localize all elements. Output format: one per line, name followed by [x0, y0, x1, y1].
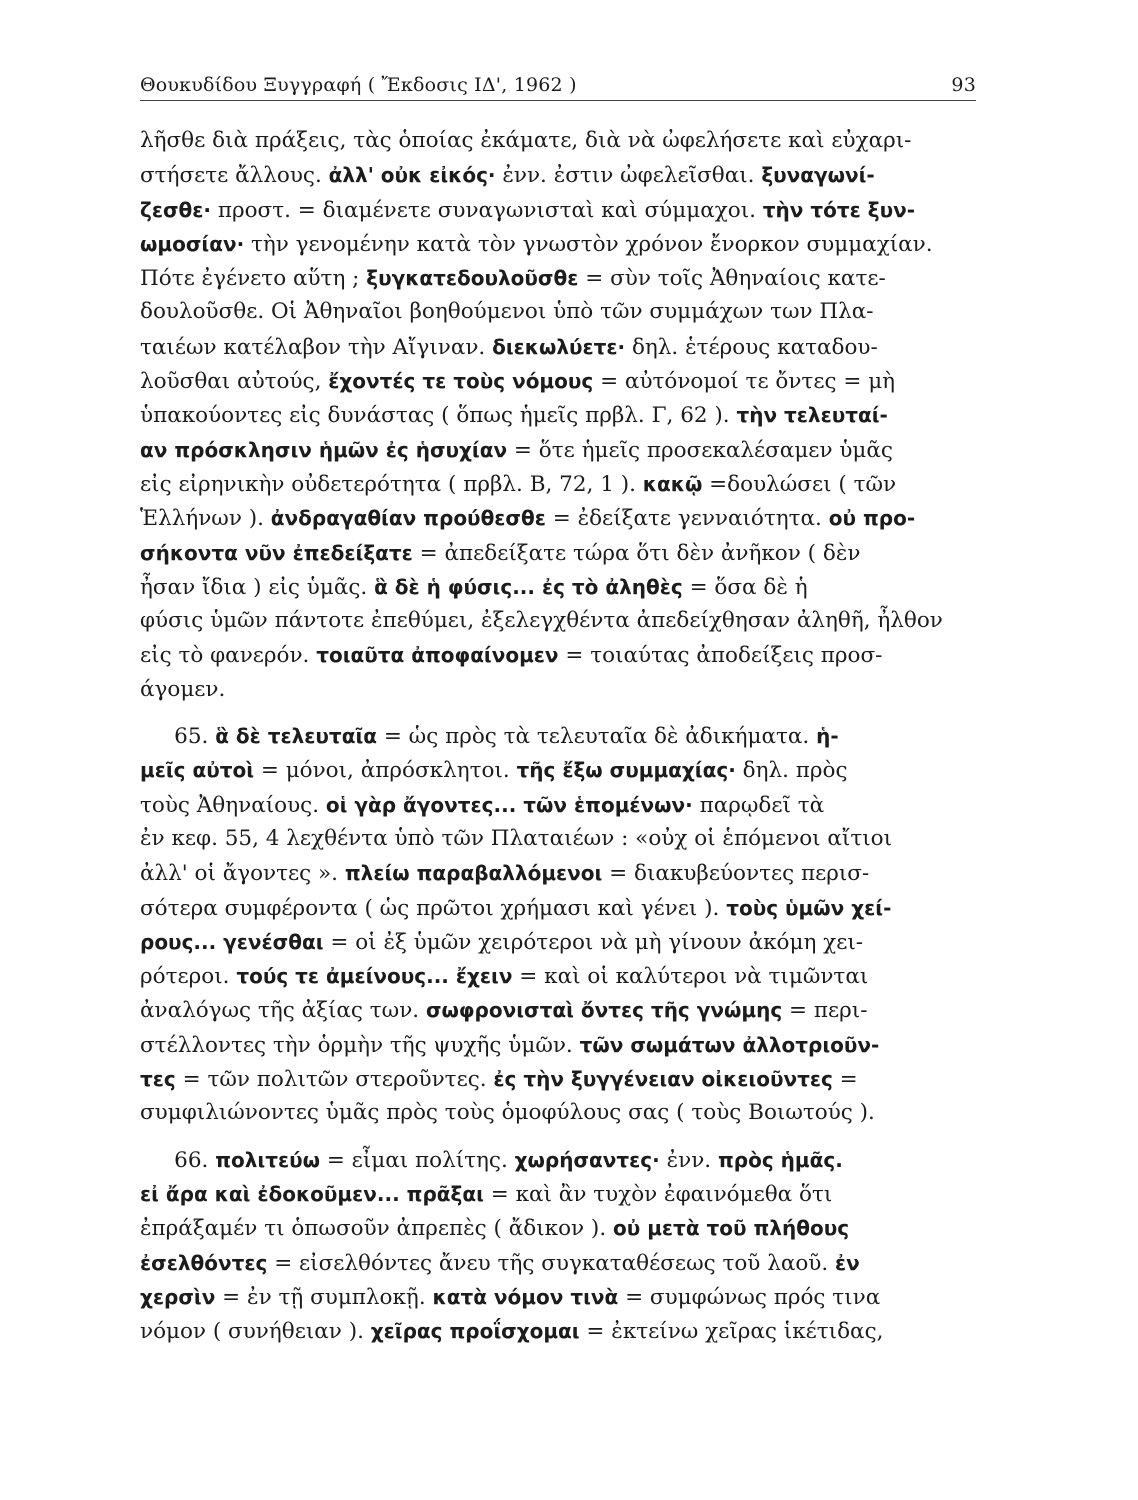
lemma-term: ρους... γενέσθαι	[140, 929, 324, 954]
text-line	[140, 1211, 976, 1245]
gloss-text: 66.	[140, 1147, 216, 1173]
gloss-text: =δουλώσει ( τῶν	[702, 471, 897, 497]
text-line	[140, 433, 976, 467]
text-line	[140, 1028, 976, 1062]
text-line	[140, 822, 976, 856]
text-line	[140, 501, 976, 535]
lemma-term: πολιτεύω	[215, 1147, 320, 1172]
gloss-text: = ἐν τῇ συμπλοκῇ.	[215, 1284, 433, 1310]
lemma-term: τῶν σωμάτων ἀλλοτριοῦν-	[579, 1032, 880, 1057]
text-line	[140, 925, 976, 959]
text-line	[140, 1177, 976, 1211]
lemma-term: μεῖς αὐτοὶ	[140, 758, 255, 783]
text-line	[140, 788, 976, 822]
gloss-text: τὴν γενομένην κατὰ τὸν γνωστὸν χρόνον ἔνορκον συμμαχίαν.	[244, 231, 933, 257]
text-line	[140, 1143, 976, 1177]
gloss-text: 65.	[140, 724, 216, 750]
gloss-text: εἰς τὸ φανερόν.	[140, 643, 317, 669]
lemma-term: πρὸς ἡμᾶς.	[717, 1147, 843, 1172]
lemma-term: τες	[140, 1067, 176, 1092]
text-line	[140, 604, 976, 638]
text-line	[140, 891, 976, 925]
lemma-term: διεκωλύετε·	[492, 334, 626, 359]
lemma-term: τὴν τελευταί-	[736, 403, 888, 428]
lemma-term: τούς τε ἀμείνους... ἔχειν	[236, 964, 513, 989]
gloss-text: = καὶ οἱ καλύτεροι νὰ τιμῶνται	[512, 964, 869, 990]
lemma-term: εἰ ἄρα καὶ ἐδοκοῦμεν... πρᾶξαι	[140, 1181, 484, 1206]
lemma-term: κατὰ νόμον τινὰ	[432, 1284, 619, 1309]
gloss-text: λῆσθε διὰ πράξεις, τὰς ὁποίας ἐκάματε, διὰ νὰ ὠφελήσετε καὶ εὐχαρι-	[140, 128, 912, 153]
text-line	[140, 1314, 976, 1348]
gloss-text: = καὶ ἂν τυχὸν ἐφαινόμεθα ὅτι	[483, 1181, 833, 1207]
lemma-term: ἐν	[835, 1250, 860, 1275]
text-line	[140, 1246, 976, 1280]
lemma-term: τὴν τότε ξυν-	[762, 197, 915, 222]
lemma-term: ξυγκατεδουλοῦσθε	[366, 266, 579, 291]
lemma-term: αν πρόσκλησιν ἡμῶν ἐς ἡσυχίαν	[140, 437, 508, 462]
gloss-text: = διακυβεύοντες περισ-	[602, 861, 870, 887]
text-line	[140, 467, 976, 501]
text-line	[140, 295, 976, 329]
gloss-text: προστ. = διαμένετε συναγωνισταὶ καὶ σύμμαχοι.	[211, 197, 763, 223]
gloss-text: = εἰσελθόντες ἄνευ τῆς συγκαταθέσεως τοῦ λαοῦ.	[267, 1250, 836, 1276]
lemma-term: ἡ-	[816, 724, 839, 749]
text-line	[140, 124, 976, 158]
gloss-text: Ἑλλήνων ).	[140, 506, 271, 532]
gloss-text: = τοιαύτας ἀποδείξεις προσ-	[558, 643, 883, 669]
gloss-text: = μόνοι, ἀπρόσκλητοι.	[254, 758, 517, 784]
gloss-text: ταιέων κατέλαβον τὴν Αἴγιναν.	[140, 334, 493, 360]
gloss-text: δηλ. ἑτέρους καταδου-	[625, 334, 878, 360]
gloss-text: = περι-	[782, 998, 868, 1024]
lemma-term: τοιαῦτα ἀποφαίνομεν	[316, 643, 559, 668]
lemma-term: τῆς ἔξω συμμαχίας·	[516, 758, 736, 783]
lemma-term: χωρήσαντες·	[514, 1147, 660, 1172]
gloss-text: τοὺς Ἀθηναίους.	[140, 792, 326, 818]
text-line	[140, 570, 976, 604]
text-line	[140, 330, 976, 364]
paragraph-gap	[140, 1131, 976, 1143]
text-line	[140, 638, 976, 672]
gloss-text: ὑπακούοντες εἰς δυνάστας ( ὅπως ἡμεῖς πρβλ. Γ, 62 ).	[140, 403, 737, 429]
gloss-text: συμφιλιώνοντες ὑμᾶς πρὸς τοὺς ὁμοφύλους σας ( τοὺς Βοιωτούς ).	[140, 1100, 875, 1126]
gloss-text: ρότεροι.	[140, 964, 237, 990]
gloss-text: παρῳδεῖ τὰ	[692, 792, 825, 818]
lemma-term: οὐ μετὰ τοῦ πλήθους	[613, 1216, 850, 1241]
lemma-term: ξυναγωνί-	[761, 163, 875, 188]
text-line	[140, 261, 976, 295]
gloss-text: σότερα συμφέροντα ( ὡς πρῶτοι χρήμασι καὶ γένει ).	[140, 895, 727, 921]
gloss-text: άγομεν.	[140, 676, 226, 702]
gloss-text: ἐνν.	[659, 1147, 718, 1173]
gloss-text: Πότε ἐγένετο αὕτη ;	[140, 266, 367, 292]
lemma-term: σωφρονισταὶ ὄντες τῆς γνώμης	[425, 998, 783, 1023]
text-line	[140, 959, 976, 993]
text-line	[140, 753, 976, 787]
text-line	[140, 536, 976, 570]
gloss-text: = σὺν τοῖς Ἀθηναίοις κατε-	[578, 266, 886, 292]
gloss-text: = εἶμαι πολίτης.	[320, 1147, 515, 1173]
gloss-text: = οἱ ἐξ ὑμῶν χειρότεροι νὰ μὴ γίνουν ἀκόμη χει-	[323, 929, 864, 955]
lemma-term: ἐσελθόντες	[140, 1250, 268, 1275]
lemma-term: τοὺς ὑμῶν χεί-	[726, 895, 892, 920]
text-line	[140, 993, 976, 1027]
lemma-term: ἀνδραγαθίαν προύθεσθε	[270, 506, 546, 531]
gloss-text: = ἐδείξατε γενναιότητα.	[545, 506, 829, 532]
lemma-term: ζεσθε·	[140, 197, 211, 222]
gloss-text: φύσις ὑμῶν πάντοτε ἐπεθύμει, ἐξελεγχθέντα ἀπεδείχθησαν ἀληθῆ, ἦλθον	[140, 608, 943, 634]
text-line	[140, 227, 976, 261]
lemma-term: ἀλλ' οὐκ εἰκός·	[328, 163, 496, 188]
lemma-term: οἱ γὰρ ἄγοντες... τῶν ἑπομένων·	[325, 792, 693, 817]
gloss-text: λοῦσθαι αὐτούς,	[140, 369, 329, 395]
lemma-term: ἐς τὴν ξυγγένειαν οἰκειοῦντες	[493, 1067, 833, 1092]
gloss-text: δουλοῦσθε. Οἱ Ἀθηναῖοι βοηθούμενοι ὑπὸ τῶν συμμάχων των Πλα-	[140, 299, 874, 325]
gloss-text: ἀλλ' οἱ ἄγοντες ».	[140, 861, 345, 887]
gloss-text: = ὡς πρὸς τὰ τελευταῖα δὲ ἀδικήματα.	[376, 724, 817, 750]
gloss-text: ἐν κεφ. 55, 4 λεχθέντα ὑπὸ τῶν Πλαταιέων : «οὐχ οἱ ἑπόμενοι αἴτιοι	[140, 825, 893, 851]
gloss-text: νόμον ( συνήθειαν ).	[140, 1319, 371, 1345]
gloss-text: στέλλοντες τὴν ὁρμὴν τῆς ψυχῆς ὑμῶν.	[140, 1032, 580, 1058]
lemma-term: ἔχοντές τε τοὺς νόμους	[328, 369, 594, 394]
text-line	[140, 856, 976, 890]
lemma-term: ωμοσίαν·	[140, 231, 245, 256]
lemma-term: ἃ δὲ τελευταῖα	[215, 724, 377, 749]
text-line	[140, 1096, 976, 1130]
gloss-text: = ὅσα δὲ ἡ	[682, 574, 808, 600]
lemma-term: χεῖρας προΐσχομαι	[370, 1319, 580, 1344]
lemma-term: σήκοντα νῦν ἐπεδείξατε	[140, 540, 413, 565]
text-line	[140, 364, 976, 398]
running-title: Θουκυδίδου Ξυγγραφή ( Ἔκδοσις ΙΔ', 1962 )	[140, 74, 577, 96]
text-line	[140, 1280, 976, 1314]
gloss-text: = ὅτε ἡμεῖς προσεκαλέσαμεν ὑμᾶς	[507, 437, 893, 463]
lemma-term: οὐ προ-	[828, 506, 916, 531]
text-line	[140, 193, 976, 227]
gloss-text: ἀναλόγως τῆς ἀξίας των.	[140, 998, 426, 1024]
gloss-text: = ἀπεδείξατε τώρα ὅτι δὲν ἀνῆκον ( δὲν	[412, 540, 861, 566]
text-line	[140, 158, 976, 192]
gloss-text: ἦσαν ἴδια ) εἰς ὑμᾶς.	[140, 574, 375, 600]
gloss-text: =	[832, 1067, 858, 1093]
gloss-text: = ἐκτείνω χεῖρας ἱκέτιδας,	[579, 1319, 884, 1345]
gloss-text: στήσετε ἄλλους.	[140, 163, 329, 189]
text-line	[140, 719, 976, 753]
lemma-term: χερσὶν	[140, 1284, 216, 1309]
text-line	[140, 398, 976, 432]
text-line	[140, 1062, 976, 1096]
gloss-text: ἐπράξαμέν τι ὁπωσοῦν ἀπρεπὲς ( ἄδικον ).	[140, 1216, 613, 1242]
page-number: 93	[951, 74, 976, 96]
gloss-text: ἐνν. ἐστιν ὠφελεῖσθαι.	[495, 163, 762, 189]
text-line	[140, 673, 976, 707]
lemma-term: πλείω παραβαλλόμενοι	[344, 861, 603, 886]
gloss-text: = συμφώνως πρός τινα	[618, 1284, 881, 1310]
commentary-text	[140, 124, 976, 1348]
gloss-text: = αὐτόνομοί τε ὄντες = μὴ	[593, 369, 896, 395]
gloss-text: δηλ. πρὸς	[735, 758, 848, 784]
running-header	[140, 72, 976, 101]
paragraph-gap	[140, 707, 976, 719]
gloss-text: = τῶν πολιτῶν στεροῦντες.	[175, 1067, 494, 1093]
gloss-text: εἰς εἰρηνικὴν οὐδετερότητα ( πρβλ. Β, 72, 1 ).	[140, 471, 643, 497]
lemma-term: ἃ δὲ ἡ φύσις... ἐς τὸ ἀληθὲς	[374, 574, 683, 599]
lemma-term: κακῷ	[642, 471, 703, 496]
